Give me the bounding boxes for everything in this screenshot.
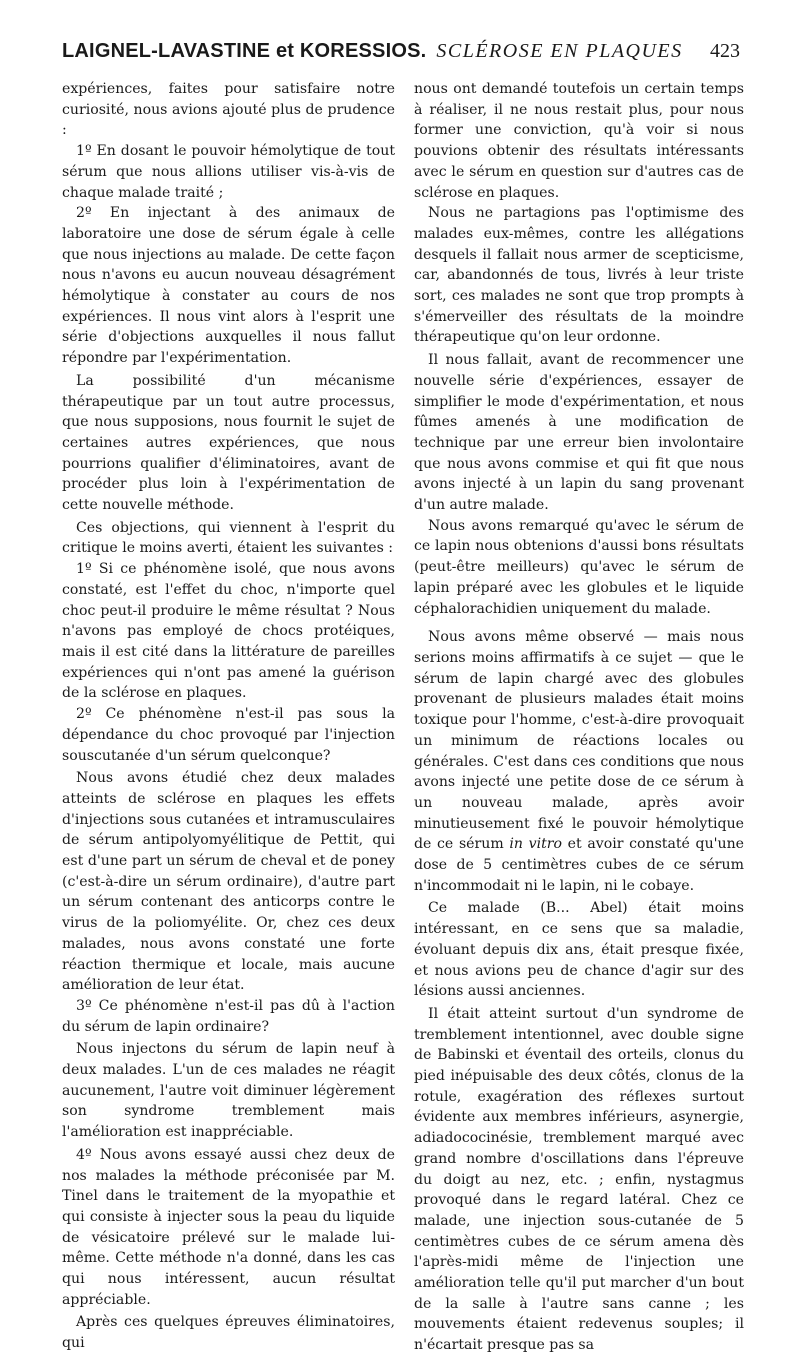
header-title: SCLÉROSE EN PLAQUES bbox=[436, 40, 683, 62]
paragraph: 4º Nous avons essayé aussi chez deux de nos malades la méthode préconisée par M. Tinel dans le traitement de la myopathie et qui consiste à injecter sous la peau du liquide de vésicatoire prélevé sur le malade lui-même. Cette méthode n'a donné, dans les cas qui nous intéressent, aucun résultat appréciable. bbox=[62, 1146, 395, 1308]
paragraph: Il nous fallait, avant de recommencer une nouvelle série d'expériences, essayer de simplifier le mode d'expérimentation, et nous fûmes amenés à une modification de technique par une erreur bien involontaire que nous avons commise et qui fit que nous avons injecté à un lapin du sang provenant d'un autre malade. bbox=[414, 352, 744, 514]
paragraph: 2º Ce phénomène n'est-il pas sous la dépendance du choc provoqué par l'injection souscutanée d'un sérum quelconque? bbox=[62, 706, 395, 764]
text-run: et avoir constaté qu'une dose de 5 centimètres cubes de ce sérum n'incommodait ni le lapin, ni le cobaye. bbox=[414, 836, 745, 894]
paragraph: 2º En injectant à des animaux de laboratoire une dose de sérum égale à celle que nous injections au malade. De cette façon nous n'avons eu aucun nouveau désagrément hémolytique à constater au cours de nos expériences. Il nous vint alors à l'esprit une série d'objections auxquelles il nous fallut répondre par l'expérimentation. bbox=[62, 205, 395, 367]
paragraph: Nous ne partagions pas l'optimisme des malades eux-mêmes, contre les allégations desquels il fallait nous armer de scepticisme, car, abandonnés de tous, livrés à leur triste sort, ces malades ne sont que trop prompts à s'émerveiller des résultats de la moindre thérapeutique qu'on leur ordonne. bbox=[414, 205, 744, 346]
right-column bbox=[414, 79, 744, 1356]
paragraph: Nous avons remarqué qu'avec le sérum de ce lapin nous obtenions d'aussi bons résultats (peut-être meilleurs) qu'avec le sérum de lapin préparé avec les globules et le liquide céphalorachidien uniquement du malade. bbox=[414, 517, 744, 617]
paragraph: Nous avons étudié chez deux malades atteints de sclérose en plaques les effets d'injections sous cutanées et intramusculaires de sérum antipolyomyélitique de Pettit, qui est d'une part un sérum de cheval et de poney (c'est-à-dire un sérum ordinaire), d'autre part un sérum contenant des anticorps contre le virus de la poliomyélite. Or, chez ces deux malades, nous avons constaté une forte réaction thermique et locale, mais aucune amélioration de leur état. bbox=[62, 770, 395, 994]
paragraph: Il était atteint surtout d'un syndrome de tremblement intentionnel, avec double signe de Babinski et éventail des orteils, clonus du pied inépuisable des deux côtés, clonus de la rotule, exagération des réflexes surtout évidente aux membres inférieurs, asynergie, adiadococinésie, tremblement marqué avec grand nombre d'oscillations dans l'épreuve du doigt au nez, etc. ; enfin, nystagmus provoqué dans le regard latéral. Chez ce malade, une injection sous-cutanée de 5 centimètres cubes de ce sérum amena dès l'après-midi même de l'injection une amélioration telle qu'il put marcher d'un bout de la salle à l'autre sans canne ; les mouvements étaient redevenus souples; il n'écartait presque pas sa bbox=[414, 1005, 744, 1354]
paragraph: Après ces quelques épreuves éliminatoires, qui bbox=[62, 1314, 395, 1352]
left-column bbox=[62, 79, 395, 1354]
paragraph: nous ont demandé toutefois un certain temps à réaliser, il ne nous restait plus, pour nous former une conviction, qu'à voir si nous pouvions obtenir des résultats intéressants avec le sérum en question sur d'autres cas de sclérose en plaques. bbox=[414, 81, 744, 201]
text-run: Nous avons même observé — mais nous serions moins affirmatifs à ce sujet — que le sérum de lapin chargé avec des globules provenant de plusieurs malades était moins toxique pour l'homme, c'est-à-dire provoquait un minimum de réactions locales ou générales. C'est dans ces conditions que nous avons injecté une petite dose de ce sérum à un nouveau malade, après avoir minutieusement fixé le pouvoir hémolytique de ce sérum bbox=[414, 629, 744, 853]
paragraph: Nous injectons du sérum de lapin neuf à deux malades. L'un de ces malades ne réagit aucunement, l'autre voit diminuer légèrement son syndrome tremblement mais l'amélioration est inappréciable. bbox=[62, 1041, 395, 1141]
paragraph bbox=[414, 627, 744, 896]
paragraph: 1º En dosant le pouvoir hémolytique de tout sérum que nous allions utiliser vis-à-vis de chaque malade traité ; bbox=[62, 143, 395, 201]
paragraph: Ce malade (B... Abel) était moins intéressant, en ce sens que sa maladie, évoluant depuis dix ans, était presque fixée, et nous avions peu de chance d'agir sur des lésions aussi anciennes. bbox=[414, 900, 744, 1000]
paragraph: expériences, faites pour satisfaire notre curiosité, nous avions ajouté plus de prudence : bbox=[62, 81, 395, 139]
header-authors: LAIGNEL-LAVASTINE et KORESSIOS. bbox=[62, 40, 427, 62]
italic-term: in vitro bbox=[509, 836, 562, 853]
running-header bbox=[62, 40, 740, 74]
paragraph: Ces objections, qui viennent à l'esprit du critique le moins averti, étaient les suivantes : bbox=[62, 519, 395, 557]
paragraph: 1º Si ce phénomène isolé, que nous avons constaté, est l'effet du choc, n'importe quel choc peut-il produire le même résultat ? Nous n'avons pas employé de chocs protéiques, mais il est cité dans la littérature de pareilles expériences qui n'ont pas amené la guérison de la sclérose en plaques. bbox=[62, 561, 395, 702]
paragraph: 3º Ce phénomène n'est-il pas dû à l'action du sérum de lapin ordinaire? bbox=[62, 997, 395, 1035]
paragraph: La possibilité d'un mécanisme thérapeutique par un tout autre processus, que nous supposions, nous fournit le sujet de certaines autres expériences, que nous pourrions qualifier d'éliminatoires, avant de procéder plus loin à l'expérimentation de cette nouvelle méthode. bbox=[62, 372, 395, 514]
page-number: 423 bbox=[710, 40, 740, 62]
